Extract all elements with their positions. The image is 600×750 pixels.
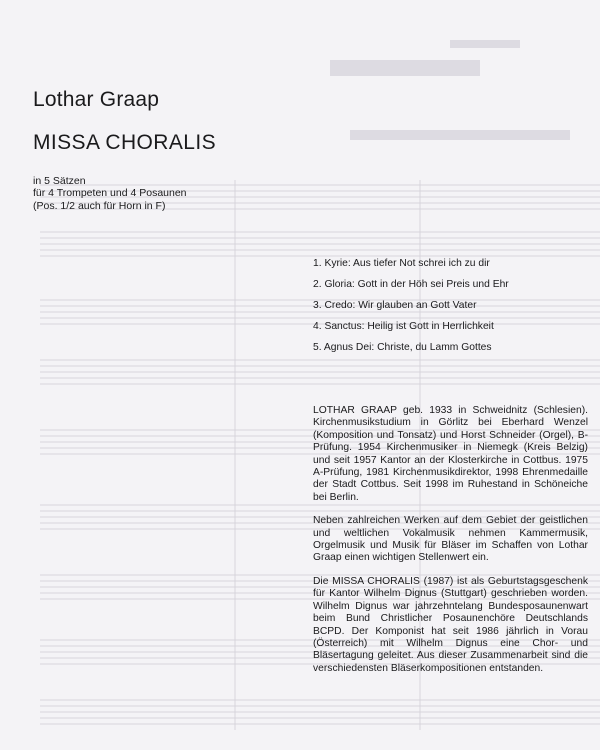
description-text bbox=[313, 405, 588, 686]
works-paragraph: Neben zahlreichen Werken auf dem Gebiet der geistlichen und weltlichen Vokalmusik nehmen Kammermusik, Orgelmusik und Musik für Bläser im Schaffen von Lothar Graap einen wichtigen Stellenwert ein. bbox=[313, 515, 588, 564]
movement-item: 2. Gloria: Gott in der Höh sei Preis und Ehr bbox=[313, 279, 509, 290]
movement-item: 4. Sanctus: Heilig ist Gott in Herrlichkeit bbox=[313, 321, 494, 332]
scoring-info bbox=[33, 175, 187, 212]
biography-paragraph: LOTHAR GRAAP geb. 1933 in Schweidnitz (Schlesien). Kirchenmusikstudium in Görlitz bei Eberhard Wenzel (Komposition und Tonsatz) und Horst Schneider (Orgel), B-Prüfung. 1954 Kirchenmusiker in Niemegk (Kreis Belzig) und seit 1957 Kantor an der Klosterkirche in Cottbus. 1975 A-Prüfung, 1981 Kirchenmusikdirektor, 1998 Ehrenmedaille der Stadt Cottbus. Seit 1998 im Ruhestand in Schöneiche bei Berlin. bbox=[313, 405, 588, 503]
composer-name: Lothar Graap bbox=[33, 88, 160, 111]
movement-item: 5. Agnus Dei: Christe, du Lamm Gottes bbox=[313, 342, 492, 353]
dedication-paragraph: Die MISSA CHORALIS (1987) ist als Geburtstagsgeschenk für Kantor Wilhelm Dignus (Stuttgart) geschrieben worden. Wilhelm Dignus war jahrzehntelang Bundesposaunenwart beim Bund Christlicher Posaunenchöre Deutschlands BCPD. Der Komponist hat seit 1986 jährlich in Vorau (Österreich) mit Wilhelm Dignus eine Chor- und Bläsertagung geleitet. Aus dieser Zusammenarbeit sind die verschiedensten Bläserkompositionen entstanden. bbox=[313, 575, 588, 674]
work-title: MISSA CHORALIS bbox=[33, 131, 216, 154]
movement-list bbox=[313, 258, 509, 363]
scoring-line: in 5 Sätzen bbox=[33, 175, 86, 187]
movement-item: 1. Kyrie: Aus tiefer Not schrei ich zu dir bbox=[313, 258, 490, 269]
scoring-line: für 4 Trompeten und 4 Posaunen bbox=[33, 187, 187, 200]
scoring-line: (Pos. 1/2 auch für Horn in F) bbox=[33, 199, 166, 212]
movement-item: 3. Credo: Wir glauben an Gott Vater bbox=[313, 300, 477, 311]
